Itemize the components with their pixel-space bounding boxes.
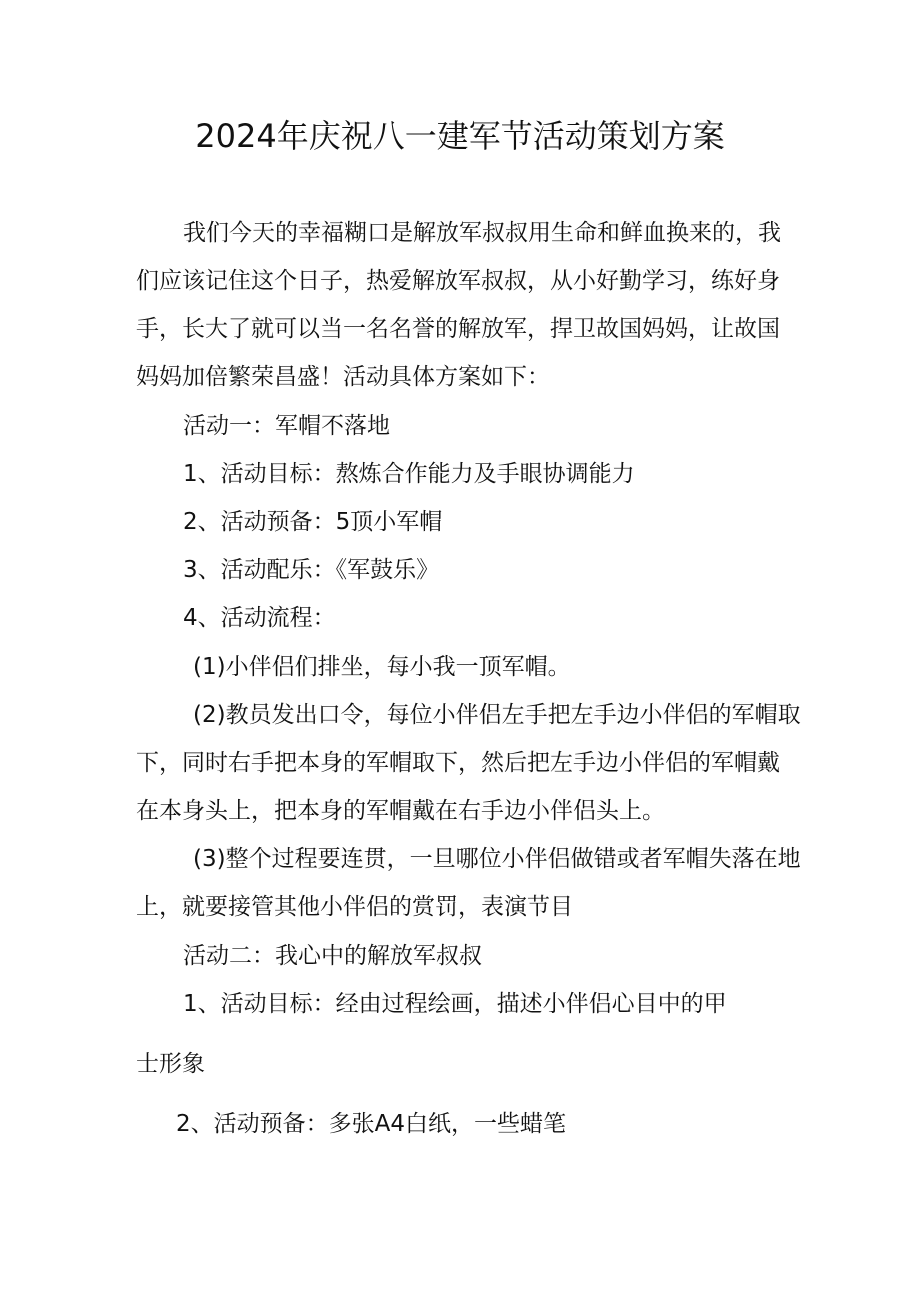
- activity-two-goal-line-1: 1、活动目标：经由过程绘画，描述小伴侣心目中的甲: [183, 991, 727, 1017]
- process-step-1: (1)小伴侣们排坐，每小我一顶军帽。: [193, 654, 571, 680]
- activity-one-preparation: 2、活动预备：5顶小军帽: [183, 509, 443, 535]
- document-title: 2024年庆祝八一建军节活动策划方案: [195, 117, 725, 155]
- body-line-4: 妈妈加倍繁荣昌盛！活动具体方案如下：: [136, 364, 550, 390]
- activity-one-goal: 1、活动目标：熬炼合作能力及手眼协调能力: [183, 461, 635, 487]
- process-step-3-line-2: 上，就要接管其他小伴侣的赏罚，表演节目: [136, 894, 573, 920]
- activity-two-preparation: 2、活动预备：多张A4白纸，一些蜡笔: [176, 1111, 567, 1137]
- activity-one-music: 3、活动配乐：《军鼓乐》: [183, 557, 440, 583]
- activity-two-goal-line-2: 士形象: [136, 1051, 205, 1077]
- process-step-2-line-2: 下，同时右手把本身的军帽取下，然后把左手边小伴侣的军帽戴: [136, 750, 780, 776]
- process-step-3-line-1: (3)整个过程要连贯，一旦哪位小伴侣做错或者军帽失落在地: [193, 846, 801, 872]
- body-line-1: 我们今天的幸福糊口是解放军叔叔用生命和鲜血换来的，我: [183, 220, 781, 246]
- activity-one-process: 4、活动流程：: [183, 605, 336, 631]
- body-line-3: 手，长大了就可以当一名名誉的解放军，捍卫故国妈妈，让故国: [136, 316, 780, 342]
- process-step-2-line-3: 在本身头上，把本身的军帽戴在右手边小伴侣头上。: [136, 798, 665, 824]
- body-line-2: 们应该记住这个日子，热爱解放军叔叔，从小好勤学习，练好身: [136, 268, 780, 294]
- activity-two-heading: 活动二：我心中的解放军叔叔: [183, 943, 482, 969]
- activity-one-heading: 活动一：军帽不落地: [183, 413, 390, 439]
- process-step-2-line-1: (2)教员发出口令，每位小伴侣左手把左手边小伴侣的军帽取: [193, 702, 801, 728]
